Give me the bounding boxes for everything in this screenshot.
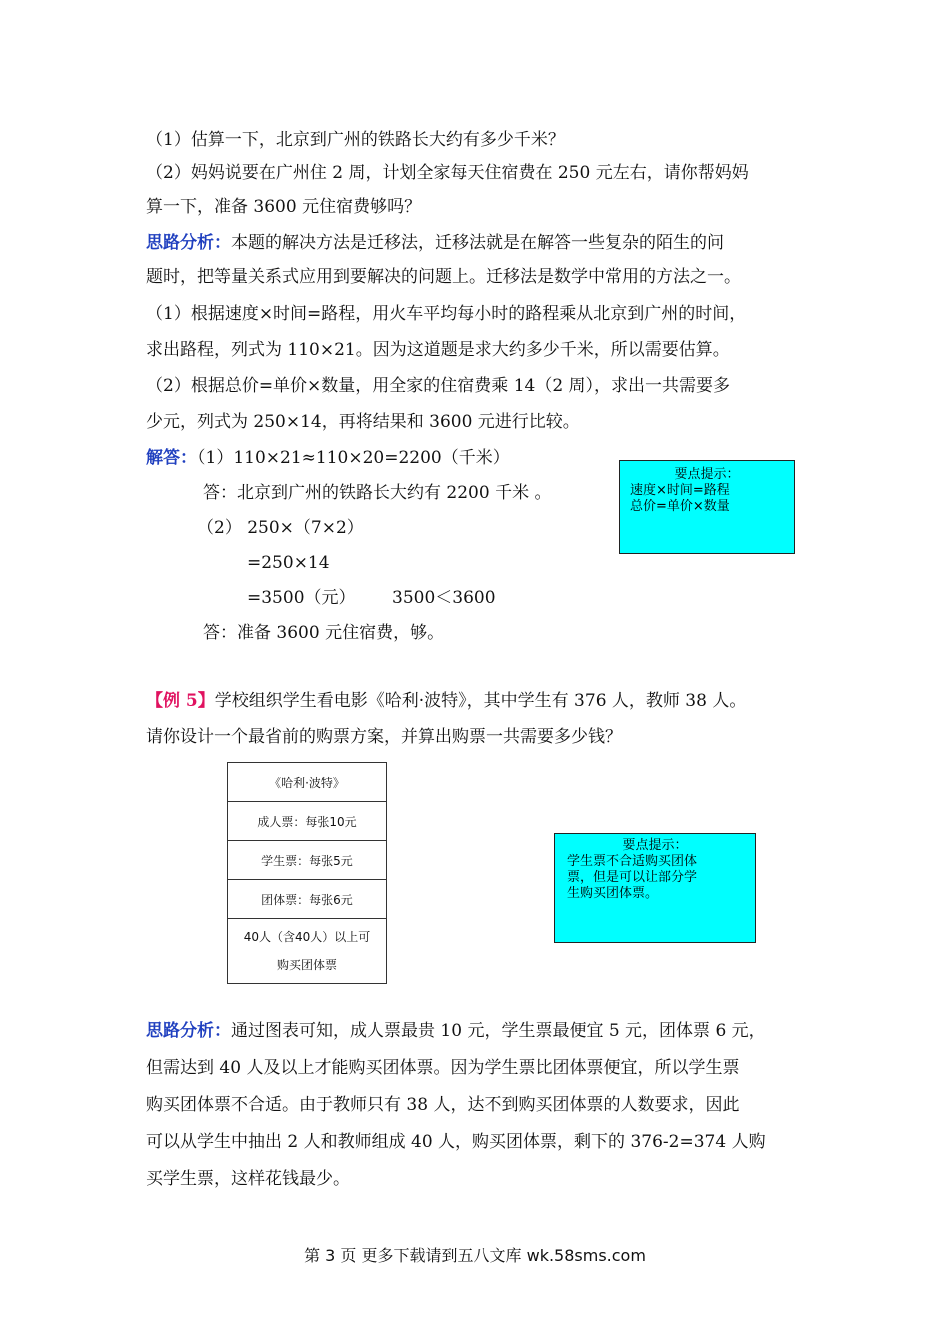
- answer-line-2: 答：北京到广州的铁路长大约有 2200 千米 。: [203, 483, 552, 503]
- analysis-2-line-2: 但需达到 40 人及以上才能购买团体票。因为学生票比团体票便宜，所以学生票: [146, 1058, 740, 1078]
- analysis-2-line-3: 购买团体票不合适。由于教师只有 38 人，达不到购买团体票的人数要求，因此: [146, 1095, 740, 1115]
- analysis-1-line-2: 题时，把等量关系式应用到要解决的问题上。迁移法是数学中常用的方法之一。: [146, 267, 741, 287]
- page-footer: 第 3 页 更多下载请到五八文库 wk.58sms.com: [304, 1246, 646, 1265]
- analysis-1-line-3: （1）根据速度×时间=路程，用火车平均每小时的路程乘从北京到广州的时间，: [146, 304, 747, 324]
- ticket-title: 《哈利·波特》: [228, 763, 386, 802]
- ticket-price-table: [227, 762, 387, 984]
- answer-line-6: 答：准备 3600 元住宿费，够。: [203, 623, 445, 643]
- tip-line: 速度×时间=路程: [630, 483, 730, 498]
- analysis-1-line-1: 思路分析：本题的解决方法是迁移法，迁移法就是在解答一些复杂的陌生的问: [146, 233, 724, 253]
- group-ticket-price: 团体票：每张6元: [228, 880, 386, 919]
- analysis-2-line-4: 可以从学生中抽出 2 人和教师组成 40 人，购买团体票，剩下的 376-2=374 人购: [146, 1132, 766, 1152]
- tip-title: 要点提示：: [674, 467, 740, 482]
- tip-line: 总价=单价×数量: [630, 499, 730, 514]
- example-label: 【例 5】: [146, 691, 215, 711]
- answer-line-5: =3500（元）: [247, 588, 356, 608]
- question-2-line-2: 算一下，准备 3600 元住宿费够吗？: [146, 197, 422, 217]
- answer-line-3: （2） 250×（7×2）: [197, 518, 364, 538]
- tip-box-1: [619, 460, 795, 554]
- analysis-label: 思路分析：: [146, 1021, 231, 1041]
- analysis-2-line-5: 买学生票，这样花钱最少。: [146, 1169, 350, 1189]
- analysis-label: 思路分析：: [146, 233, 231, 253]
- student-ticket-price: 学生票：每张5元: [228, 841, 386, 880]
- analysis-1-line-4: 求出路程，列式为 110×21。因为这道题是求大约多少千米，所以需要估算。: [146, 340, 730, 360]
- answer-line-4: =250×14: [247, 553, 330, 573]
- answer-line-1: 解答：（1）110×21≈110×20=2200（千米）: [146, 448, 510, 468]
- tip-line: 学生票不合适购买团体: [567, 854, 698, 869]
- analysis-1-line-6: 少元，列式为 250×14，再将结果和 3600 元进行比较。: [146, 412, 580, 432]
- analysis-1-line-5: （2）根据总价=单价×数量，用全家的住宿费乘 14（2 周），求出一共需要多: [146, 376, 731, 396]
- tip-title: 要点提示：: [622, 838, 688, 853]
- tip-line: 生购买团体票。: [567, 886, 659, 901]
- analysis-2-line-1: 思路分析：通过图表可知，成人票最贵 10 元，学生票最便宜 5 元，团体票 6 元，: [146, 1021, 766, 1041]
- tip-line: 票，但是可以让部分学: [567, 870, 698, 885]
- question-2-line-1: （2）妈妈说要在广州住 2 周，计划全家每天住宿费在 250 元左右，请你帮妈妈: [146, 163, 749, 183]
- example-5-line-1: 【例 5】学校组织学生看电影《哈利·波特》，其中学生有 376 人，教师 38 人。: [146, 691, 747, 711]
- tip-box-2: [554, 833, 756, 943]
- adult-ticket-price: 成人票：每张10元: [228, 802, 386, 841]
- example-5-line-2: 请你设计一个最省前的购票方案，并算出购票一共需要多少钱？: [146, 727, 622, 747]
- answer-line-5-compare: 3500＜3600: [392, 588, 496, 608]
- group-ticket-rule: 40人（含40人）以上可 购买团体票: [243, 930, 371, 972]
- question-1: （1）估算一下，北京到广州的铁路长大约有多少千米？: [146, 130, 565, 150]
- answer-label: 解答：: [146, 448, 197, 468]
